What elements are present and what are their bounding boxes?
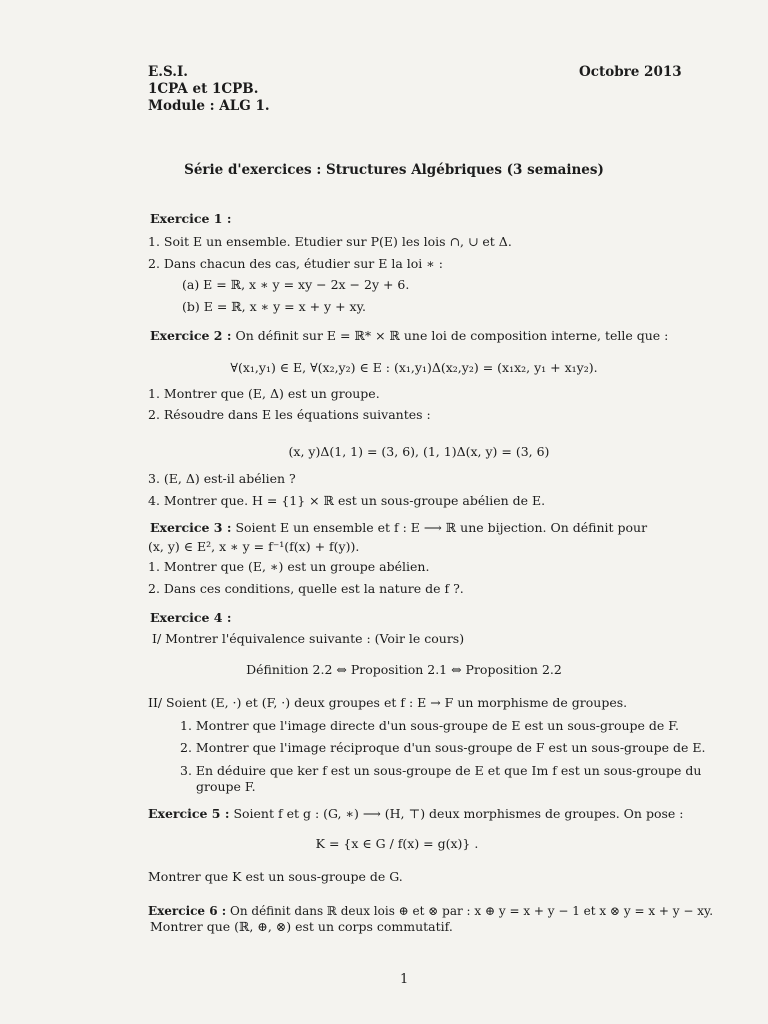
ex5-heading: Exercice 5 : xyxy=(148,806,230,821)
ex4-part-1: I/ Montrer l'équivalence suivante : (Voir le cours) xyxy=(152,631,465,646)
ex5-conclusion: Montrer que K est un sous-groupe de G. xyxy=(148,869,403,884)
ex5-formula: K = {x ∈ G / f(x) = g(x)} . xyxy=(315,836,479,851)
ex6-heading: Exercice 6 : xyxy=(148,904,227,918)
ex2-item-3: 3. (E, Δ) est-il abélien ? xyxy=(148,471,296,486)
ex4-equivalence: Définition 2.2 ⇔ Proposition 2.1 ⇔ Proposition 2.2 xyxy=(246,662,562,677)
ex4-part-2: II/ Soient (E, ·) et (F, ·) deux groupes et f : E → F un morphisme de groupes. xyxy=(148,695,628,710)
ex3-intro-line xyxy=(150,520,647,536)
ex4-item-3-cont: groupe F. xyxy=(196,779,256,794)
page-title: Série d'exercices : Structures Algébriques (3 semaines) xyxy=(184,162,604,178)
ex2-heading: Exercice 2 : xyxy=(150,328,232,343)
ex6-intro-line xyxy=(148,903,713,919)
ex1-item-2a: (a) E = ℝ, x ∗ y = xy − 2x − 2y + 6. xyxy=(182,277,410,292)
header-date: Octobre 2013 xyxy=(579,64,682,80)
ex2-item-4: 4. Montrer que. H = {1} × ℝ est un sous-groupe abélien de E. xyxy=(148,493,546,508)
ex2-item-2: 2. Résoudre dans E les équations suivantes : xyxy=(148,407,431,422)
ex3-item-2: 2. Dans ces conditions, quelle est la nature de f ?. xyxy=(148,581,464,596)
ex3-heading: Exercice 3 : xyxy=(150,520,232,535)
ex2-formula: ∀(x₁,y₁) ∈ E, ∀(x₂,y₂) ∈ E : (x₁,y₁)Δ(x₂,y₂) = (x₁x₂, y₁ + x₁y₂). xyxy=(230,360,598,375)
ex3-intro-2: (x, y) ∈ E², x ∗ y = f⁻¹(f(x) + f(y)). xyxy=(148,539,360,554)
header-institution: E.S.I. xyxy=(148,64,188,80)
ex2-intro-line xyxy=(150,328,668,344)
ex4-item-2: 2. Montrer que l'image réciproque d'un sous-groupe de F est un sous-groupe de E. xyxy=(180,740,706,755)
ex4-heading: Exercice 4 : xyxy=(150,610,232,625)
ex3-intro: Soient E un ensemble et f : E ⟶ ℝ une bijection. On définit pour xyxy=(231,520,648,535)
ex1-item-1: 1. Soit E un ensemble. Etudier sur P(E) les lois ∩, ∪ et Δ. xyxy=(148,234,512,249)
ex1-item-2: 2. Dans chacun des cas, étudier sur E la loi ∗ : xyxy=(148,256,443,271)
header-module: Module : ALG 1. xyxy=(148,98,270,114)
ex2-equations: (x, y)Δ(1, 1) = (3, 6), (1, 1)Δ(x, y) = (3, 6) xyxy=(288,444,550,459)
ex1-item-2b: (b) E = ℝ, x ∗ y = x + y + xy. xyxy=(182,299,366,314)
ex4-item-3: 3. En déduire que ker f est un sous-groupe de E et que Im f est un sous-groupe du xyxy=(180,763,702,778)
ex3-item-1: 1. Montrer que (E, ∗) est un groupe abélien. xyxy=(148,559,430,574)
ex2-intro: On définit sur E = ℝ* × ℝ une loi de composition interne, telle que : xyxy=(231,328,669,343)
ex6-item: Montrer que (ℝ, ⊕, ⊗) est un corps commutatif. xyxy=(150,919,453,934)
page-number: 1 xyxy=(400,972,409,987)
ex6-intro: On définit dans ℝ deux lois ⊕ et ⊗ par : x ⊕ y = x + y − 1 et x ⊗ y = x + y − xy. xyxy=(226,904,714,918)
ex5-intro-line xyxy=(148,806,683,822)
ex4-item-1: 1. Montrer que l'image directe d'un sous-groupe de E est un sous-groupe de F. xyxy=(180,718,679,733)
header-classes: 1CPA et 1CPB. xyxy=(148,81,259,97)
ex2-item-1: 1. Montrer que (E, Δ) est un groupe. xyxy=(148,386,380,401)
ex1-heading: Exercice 1 : xyxy=(150,211,232,226)
ex5-intro: Soient f et g : (G, ∗) ⟶ (H, ⊤) deux morphismes de groupes. On pose : xyxy=(229,806,684,821)
